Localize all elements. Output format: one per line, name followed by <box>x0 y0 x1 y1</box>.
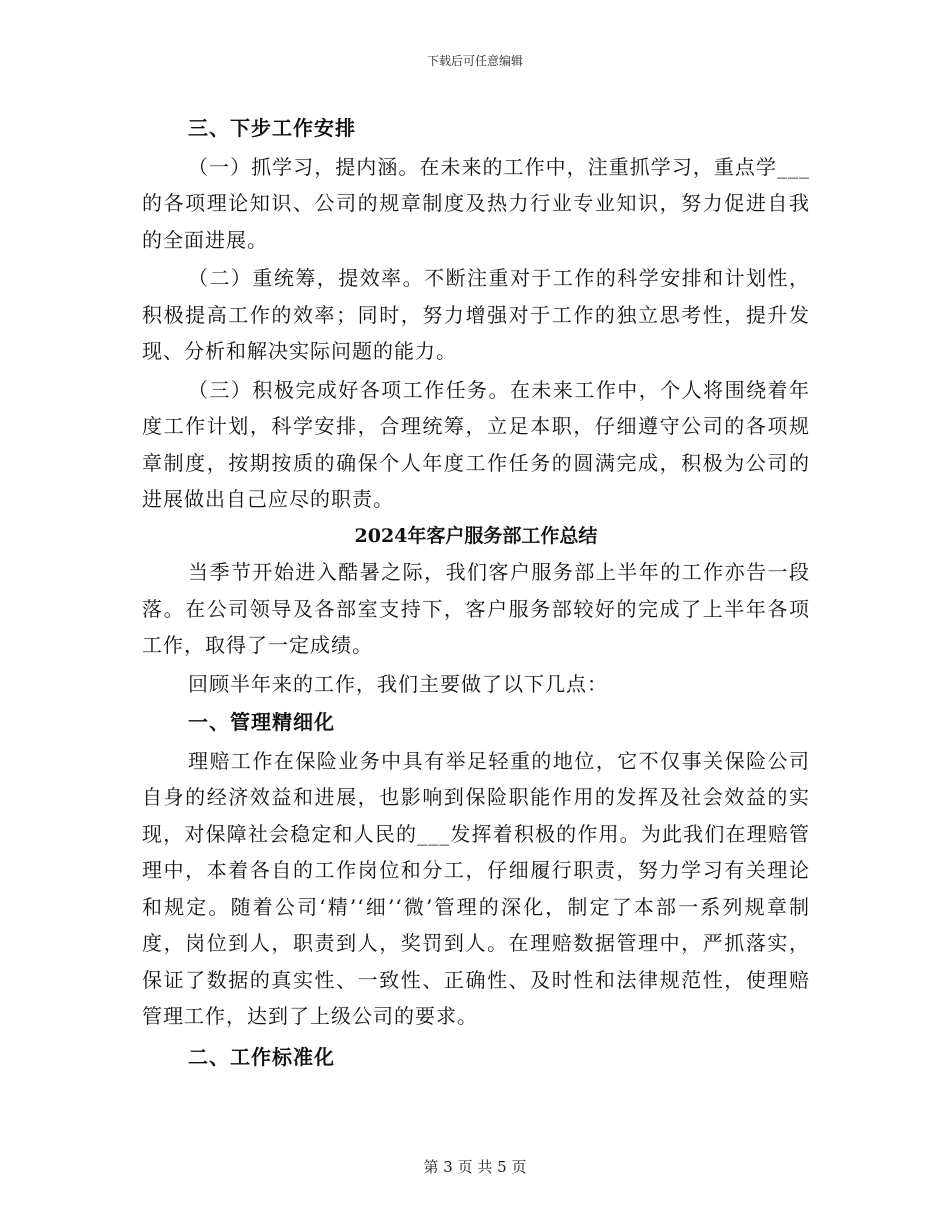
section-heading-standardization: 二、工作标准化 <box>188 1044 335 1069</box>
section-heading-next-steps: 三、下步工作安排 <box>188 116 356 140</box>
document-title: 2024年客户服务部工作总结 <box>354 524 598 547</box>
paragraph-review: 回顾半年来的工作，我们主要做了以下几点： <box>188 671 608 696</box>
paragraph-management-body: 理赔工作在保险业务中具有举足轻重的地位，它不仅事关保险公司自身的经济效益和进展，也影响到保险职能作用的发挥及社会效益的实现，对保障社会稳定和人民的___发挥着积极的作用。为此我们在理赔管理中，本着各自的工作岗位和分工，仔细履行职责，努力学习有关理论和规定。随着公司‘精’‘细’‘微’管理的深化，制定了本部一系列规章制度，岗位到人，职责到人，奖罚到人。在理赔数据管理中，严抓落实，保证了数据的真实性、一致性、正确性、及时性和法律规范性，使理赔管理工作，达到了上级公司的要求。 <box>142 748 810 1028</box>
paragraph-item-1: （一）抓学习，提内涵。在未来的工作中，注重抓学习，重点学___的各项理论知识、公司的规章制度及热力行业专业知识，努力促进自我的全面进展。 <box>142 154 810 252</box>
section-heading-management: 一、管理精细化 <box>188 710 335 734</box>
document-body <box>142 110 810 1075</box>
paragraph-intro: 当季节开始进入酷暑之际，我们客户服务部上半年的工作亦告一段落。在公司领导及各部室支持下，客户服务部较好的完成了上半年各项工作，取得了一定成绩。 <box>142 560 810 657</box>
page-header: 下载后可任意编辑 <box>426 54 523 68</box>
paragraph-item-2: （二）重统筹，提效率。不断注重对于工作的科学安排和计划性，积极提高工作的效率；同时，努力增强对于工作的独立思考性，提升发现、分析和解决实际问题的能力。 <box>142 266 810 363</box>
paragraph-item-3: （三）积极完成好各项工作任务。在未来工作中，个人将围绕着年度工作计划，科学安排，合理统筹，立足本职，仔细遵守公司的各项规章制度，按期按质的确保个人年度工作任务的圆满完成，积极为公司的进展做出自己应尽的职责。 <box>142 377 810 511</box>
page-footer: 第 3 页 共 5 页 <box>423 1158 527 1176</box>
